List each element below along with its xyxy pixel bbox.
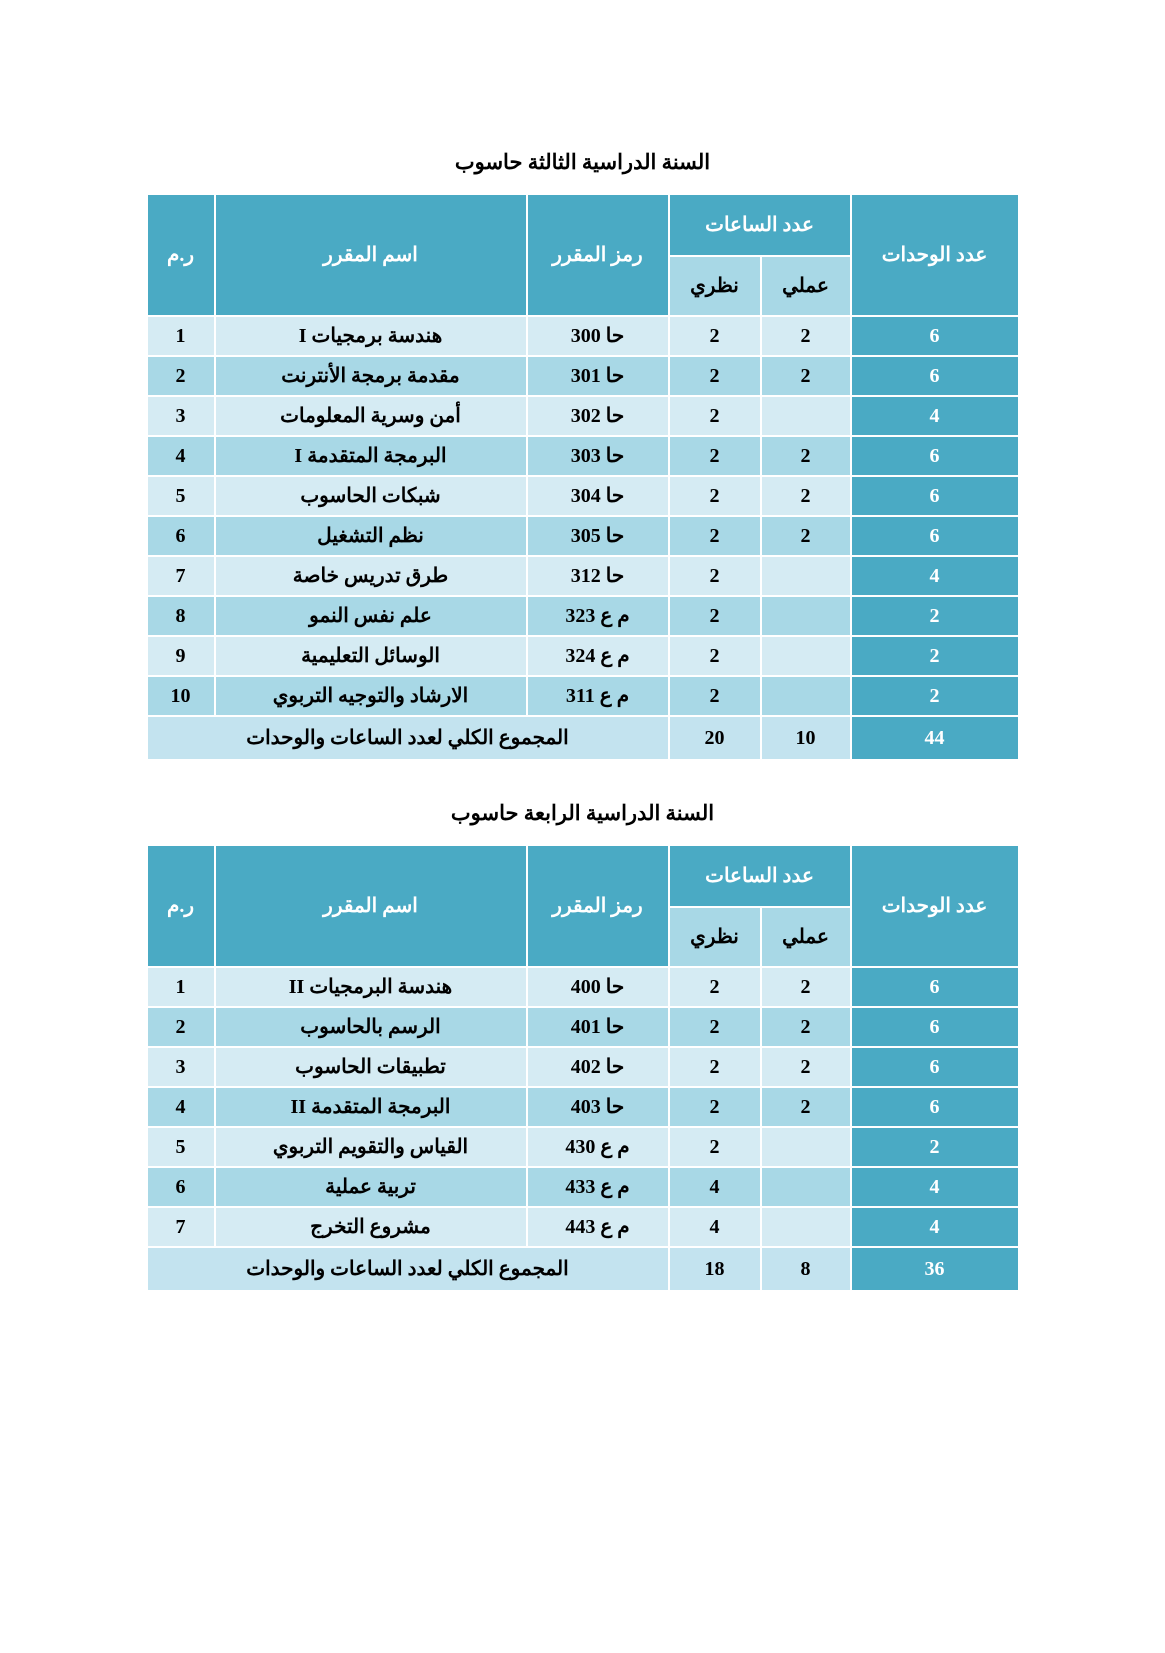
cell-course-name: القياس والتقويم التربوي — [216, 1128, 526, 1166]
cell-units: 4 — [852, 397, 1018, 435]
cell-practical — [762, 637, 850, 675]
cell-practical — [762, 597, 850, 635]
cell-practical: 2 — [762, 1048, 850, 1086]
cell-course-name: البرمجة المتقدمة II — [216, 1088, 526, 1126]
table-row — [148, 317, 1018, 355]
column-header-no: ر.م — [148, 195, 214, 315]
cell-row-number: 7 — [148, 557, 214, 595]
cell-theoretical: 2 — [670, 477, 760, 515]
cell-code: م ع 323 — [528, 597, 668, 635]
total-units: 44 — [852, 717, 1018, 759]
cell-row-number: 9 — [148, 637, 214, 675]
column-header-theoretical: نظري — [670, 257, 760, 315]
cell-row-number: 6 — [148, 517, 214, 555]
total-practical: 8 — [762, 1248, 850, 1290]
cell-units: 4 — [852, 1208, 1018, 1246]
cell-row-number: 3 — [148, 397, 214, 435]
table-row — [148, 1128, 1018, 1166]
cell-row-number: 2 — [148, 1008, 214, 1046]
column-header-units: عدد الوحدات — [852, 846, 1018, 966]
cell-units: 2 — [852, 1128, 1018, 1166]
between-tables-gap — [0, 761, 1165, 801]
column-header-units: عدد الوحدات — [852, 195, 1018, 315]
cell-practical: 2 — [762, 1008, 850, 1046]
cell-code: م ع 324 — [528, 637, 668, 675]
cell-row-number: 6 — [148, 1168, 214, 1206]
cell-code: م ع 433 — [528, 1168, 668, 1206]
cell-theoretical: 2 — [670, 1008, 760, 1046]
cell-code: م ع 430 — [528, 1128, 668, 1166]
table-header-year-three — [148, 195, 1018, 315]
cell-theoretical: 2 — [670, 1048, 760, 1086]
cell-theoretical: 2 — [670, 397, 760, 435]
cell-course-name: تربية عملية — [216, 1168, 526, 1206]
table-body-year-four — [148, 968, 1018, 1290]
total-units: 36 — [852, 1248, 1018, 1290]
cell-course-name: هندسة البرمجيات II — [216, 968, 526, 1006]
cell-code: حا 301 — [528, 357, 668, 395]
table-title-year-four: السنة الدراسية الرابعة حاسوب — [450, 801, 715, 825]
cell-theoretical: 2 — [670, 968, 760, 1006]
cell-units: 2 — [852, 677, 1018, 715]
cell-course-name: الوسائل التعليمية — [216, 637, 526, 675]
cell-row-number: 1 — [148, 317, 214, 355]
cell-units: 6 — [852, 357, 1018, 395]
cell-theoretical: 2 — [670, 517, 760, 555]
cell-units: 6 — [852, 968, 1018, 1006]
cell-row-number: 5 — [148, 477, 214, 515]
cell-theoretical: 2 — [670, 437, 760, 475]
cell-course-name: البرمجة المتقدمة I — [216, 437, 526, 475]
cell-course-name: علم نفس النمو — [216, 597, 526, 635]
cell-theoretical: 2 — [670, 1128, 760, 1166]
cell-practical: 2 — [762, 477, 850, 515]
cell-theoretical: 2 — [670, 637, 760, 675]
cell-practical — [762, 1128, 850, 1166]
cell-row-number: 5 — [148, 1128, 214, 1166]
table-row — [148, 637, 1018, 675]
cell-code: حا 403 — [528, 1088, 668, 1126]
cell-units: 6 — [852, 1088, 1018, 1126]
cell-row-number: 7 — [148, 1208, 214, 1246]
table-title-year-three: السنة الدراسية الثالثة حاسوب — [454, 150, 711, 174]
column-header-no: ر.م — [148, 846, 214, 966]
curriculum-block-year-three — [0, 150, 1165, 761]
table-row — [148, 1088, 1018, 1126]
table-row — [148, 557, 1018, 595]
total-theoretical: 18 — [670, 1248, 760, 1290]
cell-code: حا 312 — [528, 557, 668, 595]
cell-units: 2 — [852, 637, 1018, 675]
cell-row-number: 10 — [148, 677, 214, 715]
cell-course-name: مقدمة برمجة الأنترنت — [216, 357, 526, 395]
table-row — [148, 397, 1018, 435]
cell-theoretical: 2 — [670, 557, 760, 595]
cell-code: حا 305 — [528, 517, 668, 555]
cell-course-name: طرق تدريس خاصة — [216, 557, 526, 595]
cell-code: حا 402 — [528, 1048, 668, 1086]
cell-course-name: تطبيقات الحاسوب — [216, 1048, 526, 1086]
table-row — [148, 597, 1018, 635]
cell-units: 6 — [852, 517, 1018, 555]
cell-row-number: 4 — [148, 437, 214, 475]
cell-theoretical: 2 — [670, 677, 760, 715]
curriculum-block-year-four — [0, 801, 1165, 1292]
table-header-year-four — [148, 846, 1018, 966]
cell-practical — [762, 677, 850, 715]
column-header-practical: عملي — [762, 908, 850, 966]
table-row — [148, 357, 1018, 395]
total-practical: 10 — [762, 717, 850, 759]
cell-row-number: 2 — [148, 357, 214, 395]
table-total-row — [148, 1248, 1018, 1290]
cell-units: 6 — [852, 1048, 1018, 1086]
column-header-hours-group: عدد الساعات — [670, 195, 850, 255]
cell-code: حا 302 — [528, 397, 668, 435]
table-row — [148, 1048, 1018, 1086]
cell-code: م ع 443 — [528, 1208, 668, 1246]
cell-units: 4 — [852, 1168, 1018, 1206]
cell-practical: 2 — [762, 1088, 850, 1126]
cell-code: حا 304 — [528, 477, 668, 515]
cell-course-name: الرسم بالحاسوب — [216, 1008, 526, 1046]
cell-theoretical: 4 — [670, 1208, 760, 1246]
table-row — [148, 1208, 1018, 1246]
cell-course-name: أمن وسرية المعلومات — [216, 397, 526, 435]
cell-course-name: شبكات الحاسوب — [216, 477, 526, 515]
cell-theoretical: 4 — [670, 1168, 760, 1206]
curriculum-table-year-four — [146, 844, 1020, 1292]
table-row — [148, 517, 1018, 555]
cell-row-number: 8 — [148, 597, 214, 635]
table-row — [148, 1168, 1018, 1206]
top-margin — [0, 0, 1165, 150]
cell-practical — [762, 397, 850, 435]
table-row — [148, 677, 1018, 715]
cell-practical: 2 — [762, 517, 850, 555]
table-row — [148, 1008, 1018, 1046]
cell-course-name: الارشاد والتوجيه التربوي — [216, 677, 526, 715]
cell-theoretical: 2 — [670, 1088, 760, 1126]
cell-code: حا 400 — [528, 968, 668, 1006]
cell-practical — [762, 1168, 850, 1206]
curriculum-table-year-three — [146, 193, 1020, 761]
cell-units: 6 — [852, 317, 1018, 355]
cell-practical: 2 — [762, 437, 850, 475]
cell-code: حا 303 — [528, 437, 668, 475]
cell-units: 6 — [852, 477, 1018, 515]
cell-practical: 2 — [762, 357, 850, 395]
cell-course-name: مشروع التخرج — [216, 1208, 526, 1246]
cell-units: 2 — [852, 597, 1018, 635]
cell-code: حا 300 — [528, 317, 668, 355]
column-header-name: اسم المقرر — [216, 195, 526, 315]
table-row — [148, 968, 1018, 1006]
table-body-year-three — [148, 317, 1018, 759]
cell-code: حا 401 — [528, 1008, 668, 1046]
cell-practical — [762, 557, 850, 595]
cell-theoretical: 2 — [670, 317, 760, 355]
cell-practical: 2 — [762, 317, 850, 355]
cell-row-number: 4 — [148, 1088, 214, 1126]
cell-row-number: 3 — [148, 1048, 214, 1086]
cell-units: 4 — [852, 557, 1018, 595]
total-label: المجموع الكلي لعدد الساعات والوحدات — [148, 717, 668, 759]
column-header-code: رمز المقرر — [528, 846, 668, 966]
cell-course-name: نظم التشغيل — [216, 517, 526, 555]
cell-code: م ع 311 — [528, 677, 668, 715]
column-header-hours-group: عدد الساعات — [670, 846, 850, 906]
table-total-row — [148, 717, 1018, 759]
column-header-name: اسم المقرر — [216, 846, 526, 966]
cell-units: 6 — [852, 1008, 1018, 1046]
column-header-theoretical: نظري — [670, 908, 760, 966]
cell-theoretical: 2 — [670, 357, 760, 395]
table-row — [148, 477, 1018, 515]
cell-practical — [762, 1208, 850, 1246]
cell-course-name: هندسة برمجيات I — [216, 317, 526, 355]
total-theoretical: 20 — [670, 717, 760, 759]
table-row — [148, 437, 1018, 475]
cell-practical: 2 — [762, 968, 850, 1006]
column-header-practical: عملي — [762, 257, 850, 315]
cell-theoretical: 2 — [670, 597, 760, 635]
cell-units: 6 — [852, 437, 1018, 475]
total-label: المجموع الكلي لعدد الساعات والوحدات — [148, 1248, 668, 1290]
column-header-code: رمز المقرر — [528, 195, 668, 315]
cell-row-number: 1 — [148, 968, 214, 1006]
